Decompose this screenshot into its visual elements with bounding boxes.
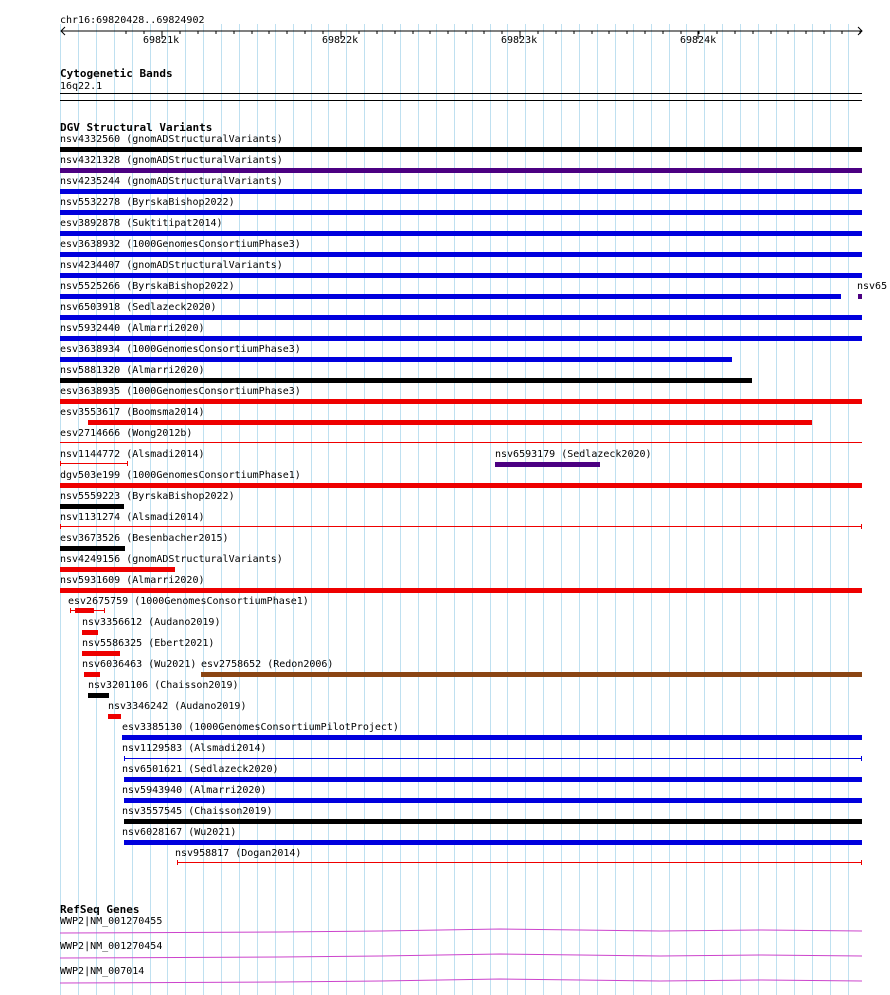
dgv-feature-end-cap: [60, 461, 61, 466]
dgv-feature-label[interactable]: nsv5881320 (Almarri2020): [60, 365, 205, 376]
dgv-feature-label[interactable]: nsv4332560 (gnomADStructuralVariants): [60, 134, 283, 145]
dgv-feature-label[interactable]: esv3673526 (Besenbacher2015): [60, 533, 229, 544]
dgv-feature-label[interactable]: nsv6501621 (Sedlazeck2020): [122, 764, 279, 775]
ruler-tick-label: 69823k: [501, 35, 538, 46]
ruler-location: chr16:69820428..69824902: [60, 15, 205, 26]
dgv-feature-bar[interactable]: [60, 526, 862, 527]
dgv-feature-label[interactable]: nsv3557545 (Chaisson2019): [122, 806, 273, 817]
dgv-feature-label[interactable]: esv2758652 (Redon2006): [201, 659, 334, 670]
dgv-feature-bar[interactable]: [60, 463, 128, 464]
dgv-feature-bar[interactable]: [60, 231, 862, 236]
ruler-tick-label: 69824k: [680, 35, 717, 46]
dgv-feature-label[interactable]: nsv4234407 (gnomADStructuralVariants): [60, 260, 283, 271]
dgv-feature-end-cap: [861, 860, 862, 865]
dgv-feature-label[interactable]: esv3638934 (1000GenomesConsortiumPhase3): [60, 344, 301, 355]
dgv-feature-label[interactable]: esv3638932 (1000GenomesConsortiumPhase3): [60, 239, 301, 250]
dgv-feature-label[interactable]: nsv5559223 (ByrskaBishop2022): [60, 491, 235, 502]
ruler-tick-label: 69821k: [143, 35, 180, 46]
dgv-feature-label[interactable]: nsv5532278 (ByrskaBishop2022): [60, 197, 235, 208]
dgv-feature-bar[interactable]: [60, 442, 862, 443]
refseq-gene-label[interactable]: WWP2|NM_001270454: [60, 941, 163, 952]
dgv-feature-label[interactable]: esv3385130 (1000GenomesConsortiumPilotProject): [122, 722, 399, 733]
dgv-feature-label[interactable]: esv2714666 (Wong2012b): [60, 428, 193, 439]
dgv-feature-bar[interactable]: [60, 336, 862, 341]
cytoband-bar-bottom: [60, 100, 862, 101]
dgv-feature-bar[interactable]: [60, 504, 124, 509]
dgv-feature-bar[interactable]: [201, 672, 862, 677]
dgv-feature-bar[interactable]: [124, 777, 862, 782]
dgv-feature-end-cap: [60, 524, 61, 529]
refseq-gene-model[interactable]: [60, 927, 862, 935]
dgv-feature-label[interactable]: nsv3356612 (Audano2019): [82, 617, 221, 628]
refseq-gene-model[interactable]: [60, 977, 862, 985]
dgv-feature-bar[interactable]: [60, 147, 862, 152]
dgv-feature-bar[interactable]: [124, 819, 862, 824]
refseq-gene-model[interactable]: [60, 952, 862, 960]
dgv-feature-end-cap: [70, 608, 71, 613]
dgv-feature-bar[interactable]: [88, 693, 109, 698]
dgv-feature-label[interactable]: esv3638935 (1000GenomesConsortiumPhase3): [60, 386, 301, 397]
dgv-feature-end-cap: [124, 756, 125, 761]
dgv-feature-label[interactable]: nsv5525266 (ByrskaBishop2022): [60, 281, 235, 292]
dgv-feature-bar[interactable]: [124, 840, 862, 845]
dgv-feature-bar[interactable]: [60, 273, 862, 278]
dgv-feature-label[interactable]: esv3553617 (Boomsma2014): [60, 407, 205, 418]
dgv-feature-bar[interactable]: [88, 420, 812, 425]
dgv-feature-label[interactable]: nsv1144772 (Alsmadi2014): [60, 449, 205, 460]
dgv-feature-label[interactable]: nsv4235244 (gnomADStructuralVariants): [60, 176, 283, 187]
dgv-feature-bar[interactable]: [82, 630, 98, 635]
dgv-feature-bar[interactable]: [60, 315, 862, 320]
dgv-feature-label[interactable]: nsv5586325 (Ebert2021): [82, 638, 215, 649]
ruler-axis: [58, 24, 866, 46]
cytoband-label: 16q22.1: [60, 81, 103, 92]
dgv-feature-label[interactable]: dgv503e199 (1000GenomesConsortiumPhase1): [60, 470, 301, 481]
dgv-feature-label[interactable]: nsv4321328 (gnomADStructuralVariants): [60, 155, 283, 166]
dgv-feature-inner-bar[interactable]: [75, 608, 94, 613]
dgv-feature-bar[interactable]: [60, 357, 732, 362]
dgv-feature-label[interactable]: nsv6028167 (Wu2021): [122, 827, 237, 838]
dgv-feature-bar[interactable]: [60, 588, 862, 593]
dgv-feature-end-cap: [861, 756, 862, 761]
dgv-feature-end-cap: [177, 860, 178, 865]
ruler-tick-label: 69822k: [322, 35, 359, 46]
dgv-feature-label[interactable]: nsv3201106 (Chaisson2019): [88, 680, 239, 691]
dgv-feature-label[interactable]: esv2675759 (1000GenomesConsortiumPhase1): [68, 596, 309, 607]
dgv-feature-bar[interactable]: [60, 483, 862, 488]
dgv-feature-bar[interactable]: [124, 758, 862, 759]
dgv-feature-label[interactable]: nsv5931609 (Almarri2020): [60, 575, 205, 586]
dgv-feature-bar[interactable]: [60, 189, 862, 194]
dgv-feature-label[interactable]: nsv6503918 (Sedlazeck2020): [60, 302, 217, 313]
dgv-feature-bar[interactable]: [108, 714, 121, 719]
dgv-feature-label[interactable]: esv3892878 (Suktitipat2014): [60, 218, 223, 229]
dgv-feature-bar[interactable]: [60, 378, 752, 383]
dgv-feature-label[interactable]: nsv6593179 (Sedlazeck2020): [495, 449, 652, 460]
refseq-gene-label[interactable]: WWP2|NM_007014: [60, 966, 145, 977]
dgv-feature-label[interactable]: nsv4249156 (gnomADStructuralVariants): [60, 554, 283, 565]
dgv-feature-bar[interactable]: [124, 798, 862, 803]
dgv-feature-bar[interactable]: [495, 462, 600, 467]
dgv-track-title: DGV Structural Variants: [60, 121, 213, 134]
refseq-track-title: RefSeq Genes: [60, 903, 140, 916]
dgv-feature-bar[interactable]: [858, 294, 862, 299]
dgv-feature-bar[interactable]: [60, 567, 175, 572]
dgv-feature-end-cap: [127, 461, 128, 466]
dgv-feature-label[interactable]: nsv1131274 (Alsmadi2014): [60, 512, 205, 523]
dgv-feature-label[interactable]: nsv958817 (Dogan2014): [175, 848, 302, 859]
cytoband-bar-top: [60, 93, 862, 94]
dgv-feature-bar[interactable]: [60, 168, 862, 173]
dgv-feature-bar[interactable]: [60, 252, 862, 257]
refseq-gene-label[interactable]: WWP2|NM_001270455: [60, 916, 163, 927]
dgv-feature-label[interactable]: nsv5943940 (Almarri2020): [122, 785, 267, 796]
dgv-feature-label[interactable]: nsv1129583 (Alsmadi2014): [122, 743, 267, 754]
dgv-feature-bar[interactable]: [60, 399, 862, 404]
dgv-feature-bar[interactable]: [60, 546, 125, 551]
dgv-feature-end-cap: [104, 608, 105, 613]
dgv-feature-bar[interactable]: [82, 651, 120, 656]
dgv-feature-bar[interactable]: [177, 862, 862, 863]
dgv-feature-end-cap: [861, 524, 862, 529]
dgv-feature-bar[interactable]: [84, 672, 100, 677]
cytoband-track-title: Cytogenetic Bands: [60, 67, 173, 80]
dgv-feature-label[interactable]: nsv5932440 (Almarri2020): [60, 323, 205, 334]
dgv-feature-bar[interactable]: [122, 735, 862, 740]
dgv-feature-label[interactable]: nsv65: [857, 281, 888, 292]
dgv-feature-label[interactable]: nsv6036463 (Wu2021): [82, 659, 197, 670]
dgv-feature-label[interactable]: nsv3346242 (Audano2019): [108, 701, 247, 712]
dgv-feature-bar[interactable]: [60, 294, 841, 299]
dgv-feature-bar[interactable]: [60, 210, 862, 215]
